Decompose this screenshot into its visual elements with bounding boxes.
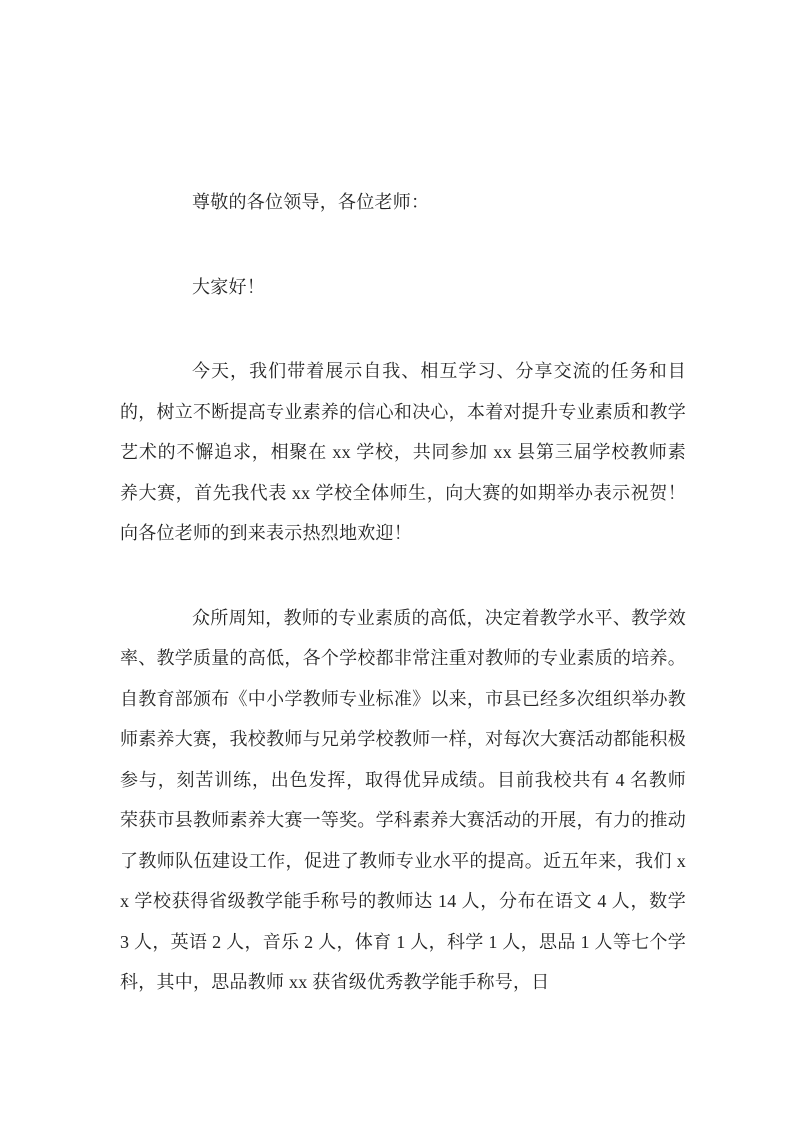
- paragraph-opening: 今天，我们带着展示自我、相互学习、分享交流的任务和目的，树立不断提高专业素养的信心和决心，本着对提升专业素质和教学艺术的不懈追求，相聚在 xx 学校，共同参加 xx 县第三届学校教师素养大赛，首先我代表 xx 学校全体师生，向大赛的如期举办表示祝贺！向各位老师的到来表示热烈地欢迎！: [120, 361, 686, 543]
- paragraph-salutation: 尊敬的各位领导，各位老师：: [192, 192, 430, 212]
- document-body: [120, 182, 686, 1003]
- paragraph-greeting: 大家好！: [192, 276, 265, 297]
- paragraph-body: 众所周知，教师的专业素质的高低，决定着教学水平、教学效率、教学质量的高低，各个学校都非常注重对教师的专业素质的培养。自教育部颁布《中小学教师专业标准》以来，市县已经多次组织举办教师素养大赛，我校教师与兄弟学校教师一样，对每次大赛活动都能积极参与，刻苦训练，出色发挥，取得优异成绩。目前我校共有 4 名教师荣获市县教师素养大赛一等奖。学科素养大赛活动的开展，有力的推动了教师队伍建设工作，促进了教师专业水平的提高。近五年来，我们 xx 学校获得省级教学能手称号的教师达 14 人，分布在语文 4 人，数学 3 人，英语 2 人，音乐 2 人，体育 1 人，科学 1 人，思品 1 人等七个学科，其中，思品教师 xx 获省级优秀教学能手称号，日: [120, 607, 686, 992]
